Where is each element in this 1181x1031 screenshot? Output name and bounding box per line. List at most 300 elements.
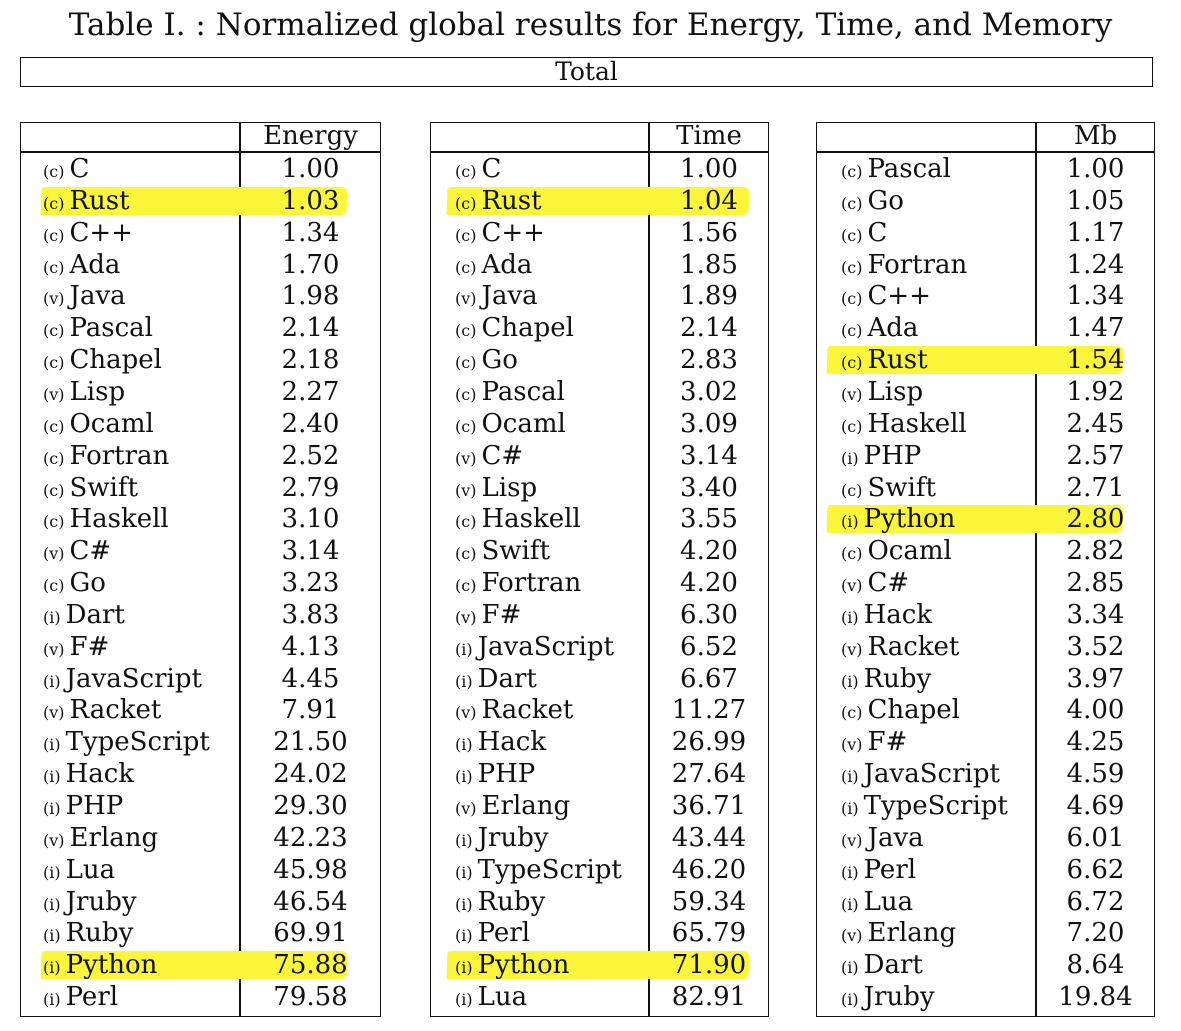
language-name: Erlang bbox=[69, 822, 159, 853]
value-cell: 3.14 bbox=[281, 536, 340, 567]
paradigm-tag: (c) bbox=[43, 353, 65, 373]
value-cell: 2.79 bbox=[281, 472, 340, 503]
language-cell bbox=[455, 663, 537, 698]
language-name: F# bbox=[867, 727, 908, 758]
paradigm-tag: (c) bbox=[455, 321, 477, 341]
value-cell: 2.83 bbox=[680, 345, 738, 376]
language-name: Hack bbox=[65, 759, 135, 790]
language-name: Haskell bbox=[867, 408, 967, 439]
language-cell bbox=[43, 726, 210, 761]
paradigm-tag: (v) bbox=[43, 639, 65, 659]
paradigm-tag: (i) bbox=[841, 990, 859, 1010]
paradigm-tag: (i) bbox=[43, 671, 61, 691]
language-cell bbox=[43, 790, 123, 825]
value-cell: 29.30 bbox=[273, 791, 348, 821]
table-row bbox=[431, 408, 768, 440]
language-cell bbox=[43, 917, 133, 952]
language-cell bbox=[43, 312, 153, 347]
value-cell: 1.05 bbox=[1066, 185, 1125, 216]
table-row bbox=[21, 758, 380, 790]
value-cell: 1.47 bbox=[1066, 313, 1125, 344]
table-row bbox=[431, 599, 768, 631]
table-row bbox=[817, 663, 1154, 695]
language-cell bbox=[841, 280, 931, 315]
table-row bbox=[431, 249, 768, 281]
language-cell bbox=[455, 599, 521, 634]
language-cell bbox=[43, 886, 137, 921]
language-cell bbox=[43, 694, 161, 729]
language-name: Java bbox=[867, 822, 924, 853]
table-row bbox=[817, 790, 1154, 822]
paradigm-tag: (v) bbox=[455, 289, 477, 309]
value-cell: 2.85 bbox=[1066, 568, 1125, 599]
value-cell: 3.52 bbox=[1066, 631, 1125, 662]
table-row bbox=[817, 535, 1154, 567]
language-name: Racket bbox=[69, 695, 162, 726]
value-cell: 69.91 bbox=[273, 918, 348, 949]
paradigm-tag: (c) bbox=[43, 576, 65, 596]
language-name: Perl bbox=[477, 918, 531, 949]
table-row bbox=[431, 790, 768, 822]
value-cell: 6.30 bbox=[680, 599, 738, 630]
language-cell bbox=[43, 440, 169, 475]
table-row bbox=[21, 949, 380, 981]
value-cell: 36.71 bbox=[671, 791, 747, 821]
paradigm-tag: (v) bbox=[841, 830, 863, 850]
value-cell: 2.18 bbox=[281, 345, 340, 376]
table-row bbox=[21, 344, 380, 376]
language-name: JavaScript bbox=[477, 631, 614, 662]
table-row bbox=[21, 217, 380, 249]
language-name: Swift bbox=[481, 536, 550, 567]
language-cell bbox=[841, 917, 956, 952]
language-cell bbox=[455, 280, 538, 315]
table-row bbox=[817, 854, 1154, 886]
language-name: Pascal bbox=[867, 154, 952, 184]
value-cell: 4.69 bbox=[1066, 791, 1125, 821]
table-row bbox=[431, 726, 768, 758]
value-cell: 4.25 bbox=[1066, 727, 1125, 758]
table-row bbox=[21, 917, 380, 949]
language-name: Jruby bbox=[477, 822, 549, 853]
paradigm-tag: (v) bbox=[43, 384, 65, 404]
paradigm-tag: (c) bbox=[455, 512, 477, 532]
language-name: Dart bbox=[65, 599, 125, 630]
table-row bbox=[817, 440, 1154, 472]
value-cell: 11.27 bbox=[671, 695, 747, 726]
value-cell: 1.00 bbox=[281, 154, 340, 184]
language-name: Fortran bbox=[481, 568, 582, 599]
column-header: Time bbox=[676, 121, 742, 151]
language-cell bbox=[841, 567, 909, 602]
value-cell: 3.23 bbox=[281, 568, 340, 599]
table-row bbox=[431, 280, 768, 312]
language-cell bbox=[43, 981, 118, 1016]
language-name: Chapel bbox=[69, 345, 162, 376]
language-cell bbox=[841, 822, 924, 857]
table-row bbox=[21, 567, 380, 599]
language-name: C bbox=[69, 154, 90, 184]
language-name: Rust bbox=[867, 345, 928, 376]
language-cell bbox=[841, 949, 923, 984]
language-cell bbox=[841, 886, 913, 921]
value-cell: 1.70 bbox=[281, 249, 340, 280]
table-row bbox=[431, 535, 768, 567]
value-cell: 1.56 bbox=[680, 217, 738, 248]
table-row bbox=[817, 726, 1154, 758]
language-cell bbox=[841, 599, 932, 634]
table-row bbox=[21, 790, 380, 822]
language-name: Lisp bbox=[867, 376, 924, 407]
paradigm-tag: (v) bbox=[841, 639, 863, 659]
table-row bbox=[21, 185, 380, 217]
paradigm-tag: (c) bbox=[43, 321, 65, 341]
value-cell: 6.52 bbox=[680, 631, 738, 662]
language-cell bbox=[43, 376, 125, 411]
language-name: Pascal bbox=[481, 376, 566, 407]
total-header: Total bbox=[20, 57, 1153, 87]
paradigm-tag: (i) bbox=[43, 607, 61, 627]
language-cell bbox=[43, 949, 157, 984]
language-cell bbox=[455, 312, 574, 347]
table-row bbox=[817, 503, 1154, 535]
language-cell bbox=[841, 535, 952, 570]
language-name: C# bbox=[69, 536, 112, 567]
value-cell: 46.54 bbox=[273, 886, 348, 917]
language-cell bbox=[841, 726, 907, 761]
table-row bbox=[21, 153, 380, 185]
value-cell: 2.14 bbox=[281, 313, 340, 344]
language-cell bbox=[43, 663, 202, 698]
table-row bbox=[431, 822, 768, 854]
table-row bbox=[817, 758, 1154, 790]
paradigm-tag: (c) bbox=[455, 384, 477, 404]
table-row bbox=[817, 408, 1154, 440]
paradigm-tag: (i) bbox=[43, 990, 61, 1010]
table-row bbox=[431, 440, 768, 472]
value-cell: 3.83 bbox=[281, 599, 340, 630]
language-name: Racket bbox=[481, 695, 574, 726]
language-name: Hack bbox=[863, 599, 933, 630]
language-cell bbox=[455, 503, 581, 538]
language-name: Chapel bbox=[481, 313, 574, 344]
language-name: Swift bbox=[867, 472, 936, 503]
table-row bbox=[21, 599, 380, 631]
paradigm-tag: (i) bbox=[455, 958, 473, 978]
table-row bbox=[431, 376, 768, 408]
paradigm-tag: (c) bbox=[43, 193, 65, 213]
table-row bbox=[431, 949, 768, 981]
language-name: Swift bbox=[69, 472, 138, 503]
table-row bbox=[431, 758, 768, 790]
language-cell bbox=[841, 854, 916, 889]
language-name: Racket bbox=[867, 631, 960, 662]
table-row bbox=[21, 472, 380, 504]
value-cell: 2.27 bbox=[281, 376, 340, 407]
paradigm-tag: (v) bbox=[43, 703, 65, 723]
language-cell bbox=[43, 567, 106, 602]
language-cell bbox=[841, 185, 904, 220]
paradigm-tag: (c) bbox=[455, 193, 477, 213]
language-name: Dart bbox=[477, 663, 537, 694]
table-row bbox=[431, 312, 768, 344]
value-cell: 27.64 bbox=[671, 759, 747, 790]
table-row bbox=[21, 631, 380, 663]
table-row bbox=[21, 280, 380, 312]
column-header: Energy bbox=[263, 121, 358, 151]
language-cell bbox=[841, 408, 967, 443]
language-cell bbox=[841, 217, 887, 252]
table-row bbox=[21, 854, 380, 886]
value-cell: 42.23 bbox=[273, 822, 348, 853]
table-row bbox=[817, 312, 1154, 344]
language-cell bbox=[841, 631, 959, 666]
paradigm-tag: (c) bbox=[841, 480, 863, 500]
paradigm-tag: (i) bbox=[841, 512, 859, 532]
value-cell: 1.03 bbox=[281, 185, 340, 216]
paradigm-tag: (i) bbox=[455, 671, 473, 691]
paradigm-tag: (i) bbox=[43, 894, 61, 914]
value-cell: 6.72 bbox=[1066, 886, 1125, 917]
paradigm-tag: (v) bbox=[841, 735, 863, 755]
language-name: PHP bbox=[863, 440, 922, 471]
language-name: Dart bbox=[863, 950, 923, 981]
paradigm-tag: (v) bbox=[841, 926, 863, 946]
table-row bbox=[431, 631, 768, 663]
value-cell: 1.98 bbox=[281, 281, 340, 312]
language-cell bbox=[43, 503, 169, 538]
language-cell bbox=[43, 153, 89, 188]
table-row bbox=[431, 663, 768, 695]
value-cell: 2.45 bbox=[1066, 408, 1125, 439]
language-name: Ruby bbox=[863, 663, 932, 694]
paradigm-tag: (c) bbox=[841, 289, 863, 309]
paradigm-tag: (c) bbox=[43, 416, 65, 436]
value-cell: 6.62 bbox=[1066, 854, 1125, 885]
language-cell bbox=[455, 249, 532, 284]
value-cell: 43.44 bbox=[671, 822, 747, 853]
language-cell bbox=[841, 790, 1008, 825]
paradigm-tag: (c) bbox=[841, 544, 863, 564]
language-cell bbox=[43, 280, 126, 315]
paradigm-tag: (c) bbox=[43, 257, 65, 277]
value-cell: 4.20 bbox=[680, 536, 738, 567]
table-row bbox=[21, 981, 380, 1013]
paradigm-tag: (c) bbox=[841, 353, 863, 373]
paradigm-tag: (i) bbox=[43, 735, 61, 755]
language-name: Lisp bbox=[481, 472, 538, 503]
value-cell: 1.85 bbox=[680, 249, 738, 280]
table-row bbox=[817, 567, 1154, 599]
language-name: Haskell bbox=[69, 504, 169, 535]
table-row bbox=[817, 694, 1154, 726]
value-cell: 1.34 bbox=[281, 217, 340, 248]
value-cell: 2.82 bbox=[1066, 536, 1125, 567]
value-cell: 4.20 bbox=[680, 568, 738, 599]
language-cell bbox=[455, 376, 565, 411]
language-name: Ada bbox=[69, 249, 121, 280]
paradigm-tag: (c) bbox=[455, 544, 477, 564]
paradigm-tag: (c) bbox=[43, 225, 65, 245]
language-cell bbox=[43, 854, 115, 889]
table-row bbox=[431, 472, 768, 504]
table-row bbox=[431, 854, 768, 886]
language-name: Rust bbox=[481, 185, 542, 216]
language-cell bbox=[455, 917, 530, 952]
language-name: Chapel bbox=[867, 695, 960, 726]
language-name: Jruby bbox=[863, 982, 935, 1013]
paradigm-tag: (c) bbox=[43, 480, 65, 500]
paradigm-tag: (i) bbox=[841, 607, 859, 627]
table-row bbox=[817, 917, 1154, 949]
value-cell: 4.59 bbox=[1066, 759, 1125, 790]
paradigm-tag: (c) bbox=[43, 448, 65, 468]
language-name: Rust bbox=[69, 185, 130, 216]
memory-table bbox=[816, 122, 1155, 1017]
paradigm-tag: (v) bbox=[43, 289, 65, 309]
paradigm-tag: (i) bbox=[455, 639, 473, 659]
value-cell: 6.67 bbox=[680, 663, 738, 694]
language-cell bbox=[43, 344, 162, 379]
language-cell bbox=[841, 344, 928, 379]
value-cell: 1.92 bbox=[1066, 376, 1125, 407]
language-cell bbox=[455, 217, 545, 252]
language-name: F# bbox=[69, 631, 110, 662]
value-cell: 2.57 bbox=[1066, 440, 1125, 471]
paradigm-tag: (c) bbox=[841, 162, 863, 181]
language-name: Python bbox=[863, 504, 956, 535]
table-row bbox=[21, 663, 380, 695]
language-name: C++ bbox=[69, 217, 133, 248]
value-cell: 2.80 bbox=[1066, 504, 1125, 535]
table-row bbox=[817, 981, 1154, 1013]
language-name: JavaScript bbox=[65, 663, 202, 694]
language-name: Fortran bbox=[69, 440, 170, 471]
value-cell: 1.17 bbox=[1066, 217, 1125, 248]
value-cell: 71.90 bbox=[671, 950, 747, 981]
paradigm-tag: (i) bbox=[455, 767, 473, 787]
paradigm-tag: (i) bbox=[455, 735, 473, 755]
language-cell bbox=[455, 694, 573, 729]
language-cell bbox=[455, 567, 581, 602]
table-row bbox=[817, 217, 1154, 249]
column-header: Mb bbox=[1073, 121, 1118, 151]
value-cell: 1.00 bbox=[1066, 154, 1125, 184]
table-row bbox=[817, 280, 1154, 312]
language-name: Ada bbox=[481, 249, 533, 280]
value-cell: 45.98 bbox=[273, 854, 348, 885]
table-row bbox=[431, 567, 768, 599]
table-row bbox=[431, 503, 768, 535]
language-name: Ada bbox=[867, 313, 919, 344]
paradigm-tag: (c) bbox=[43, 162, 65, 181]
language-name: Ruby bbox=[65, 918, 134, 949]
language-cell bbox=[43, 185, 130, 220]
value-cell: 4.13 bbox=[281, 631, 340, 662]
language-cell bbox=[43, 408, 154, 443]
language-name: Java bbox=[69, 281, 126, 312]
paradigm-tag: (v) bbox=[841, 576, 863, 596]
paradigm-tag: (i) bbox=[455, 926, 473, 946]
value-cell: 4.45 bbox=[281, 663, 340, 694]
table-row bbox=[431, 981, 768, 1013]
paradigm-tag: (c) bbox=[455, 576, 477, 596]
paradigm-tag: (v) bbox=[455, 607, 477, 627]
value-cell: 1.04 bbox=[680, 185, 738, 216]
language-cell bbox=[455, 344, 518, 379]
language-cell bbox=[43, 822, 158, 857]
table-row bbox=[817, 822, 1154, 854]
language-name: Perl bbox=[863, 854, 917, 885]
value-cell: 7.91 bbox=[281, 695, 340, 726]
language-name: C bbox=[481, 154, 502, 184]
language-name: JavaScript bbox=[863, 759, 1000, 790]
language-name: Go bbox=[481, 345, 518, 376]
table-row bbox=[817, 472, 1154, 504]
language-cell bbox=[455, 631, 614, 666]
value-cell: 7.20 bbox=[1066, 918, 1125, 949]
value-cell: 26.99 bbox=[671, 727, 747, 758]
language-cell bbox=[841, 981, 935, 1016]
language-name: Pascal bbox=[69, 313, 154, 344]
paradigm-tag: (c) bbox=[841, 193, 863, 213]
language-name: TypeScript bbox=[863, 791, 1008, 821]
language-cell bbox=[841, 472, 936, 507]
language-cell bbox=[455, 790, 570, 825]
table-row bbox=[431, 217, 768, 249]
paradigm-tag: (i) bbox=[43, 926, 61, 946]
language-cell bbox=[841, 758, 1000, 793]
language-cell bbox=[455, 535, 550, 570]
paradigm-tag: (c) bbox=[841, 257, 863, 277]
value-cell: 59.34 bbox=[671, 886, 747, 917]
page-title: Table I. : Normalized global results for Energy, Time, and Memory bbox=[68, 7, 1113, 43]
language-cell bbox=[841, 153, 951, 188]
table-row bbox=[431, 694, 768, 726]
language-name: C bbox=[867, 217, 888, 248]
language-cell bbox=[43, 535, 111, 570]
value-cell: 3.55 bbox=[680, 504, 738, 535]
language-name: C++ bbox=[867, 281, 931, 312]
value-cell: 2.40 bbox=[281, 408, 340, 439]
table-row bbox=[431, 886, 768, 918]
language-cell bbox=[841, 663, 931, 698]
language-name: Perl bbox=[65, 982, 119, 1013]
value-cell: 4.00 bbox=[1066, 695, 1125, 726]
value-cell: 3.10 bbox=[281, 504, 340, 535]
time-table bbox=[430, 122, 769, 1017]
table-row bbox=[431, 344, 768, 376]
value-cell: 3.09 bbox=[680, 408, 738, 439]
table-row bbox=[21, 408, 380, 440]
paradigm-tag: (c) bbox=[841, 225, 863, 245]
paradigm-tag: (i) bbox=[455, 862, 473, 882]
table-row bbox=[21, 822, 380, 854]
paradigm-tag: (c) bbox=[43, 512, 65, 532]
paradigm-tag: (i) bbox=[841, 862, 859, 882]
paradigm-tag: (c) bbox=[455, 353, 477, 373]
paradigm-tag: (v) bbox=[43, 544, 65, 564]
paradigm-tag: (i) bbox=[841, 958, 859, 978]
table-row bbox=[817, 631, 1154, 663]
language-cell bbox=[455, 440, 523, 475]
table-row bbox=[817, 599, 1154, 631]
language-name: Fortran bbox=[867, 249, 968, 280]
table-row bbox=[21, 312, 380, 344]
language-cell bbox=[841, 376, 923, 411]
paradigm-tag: (i) bbox=[841, 448, 859, 468]
table-row bbox=[21, 503, 380, 535]
